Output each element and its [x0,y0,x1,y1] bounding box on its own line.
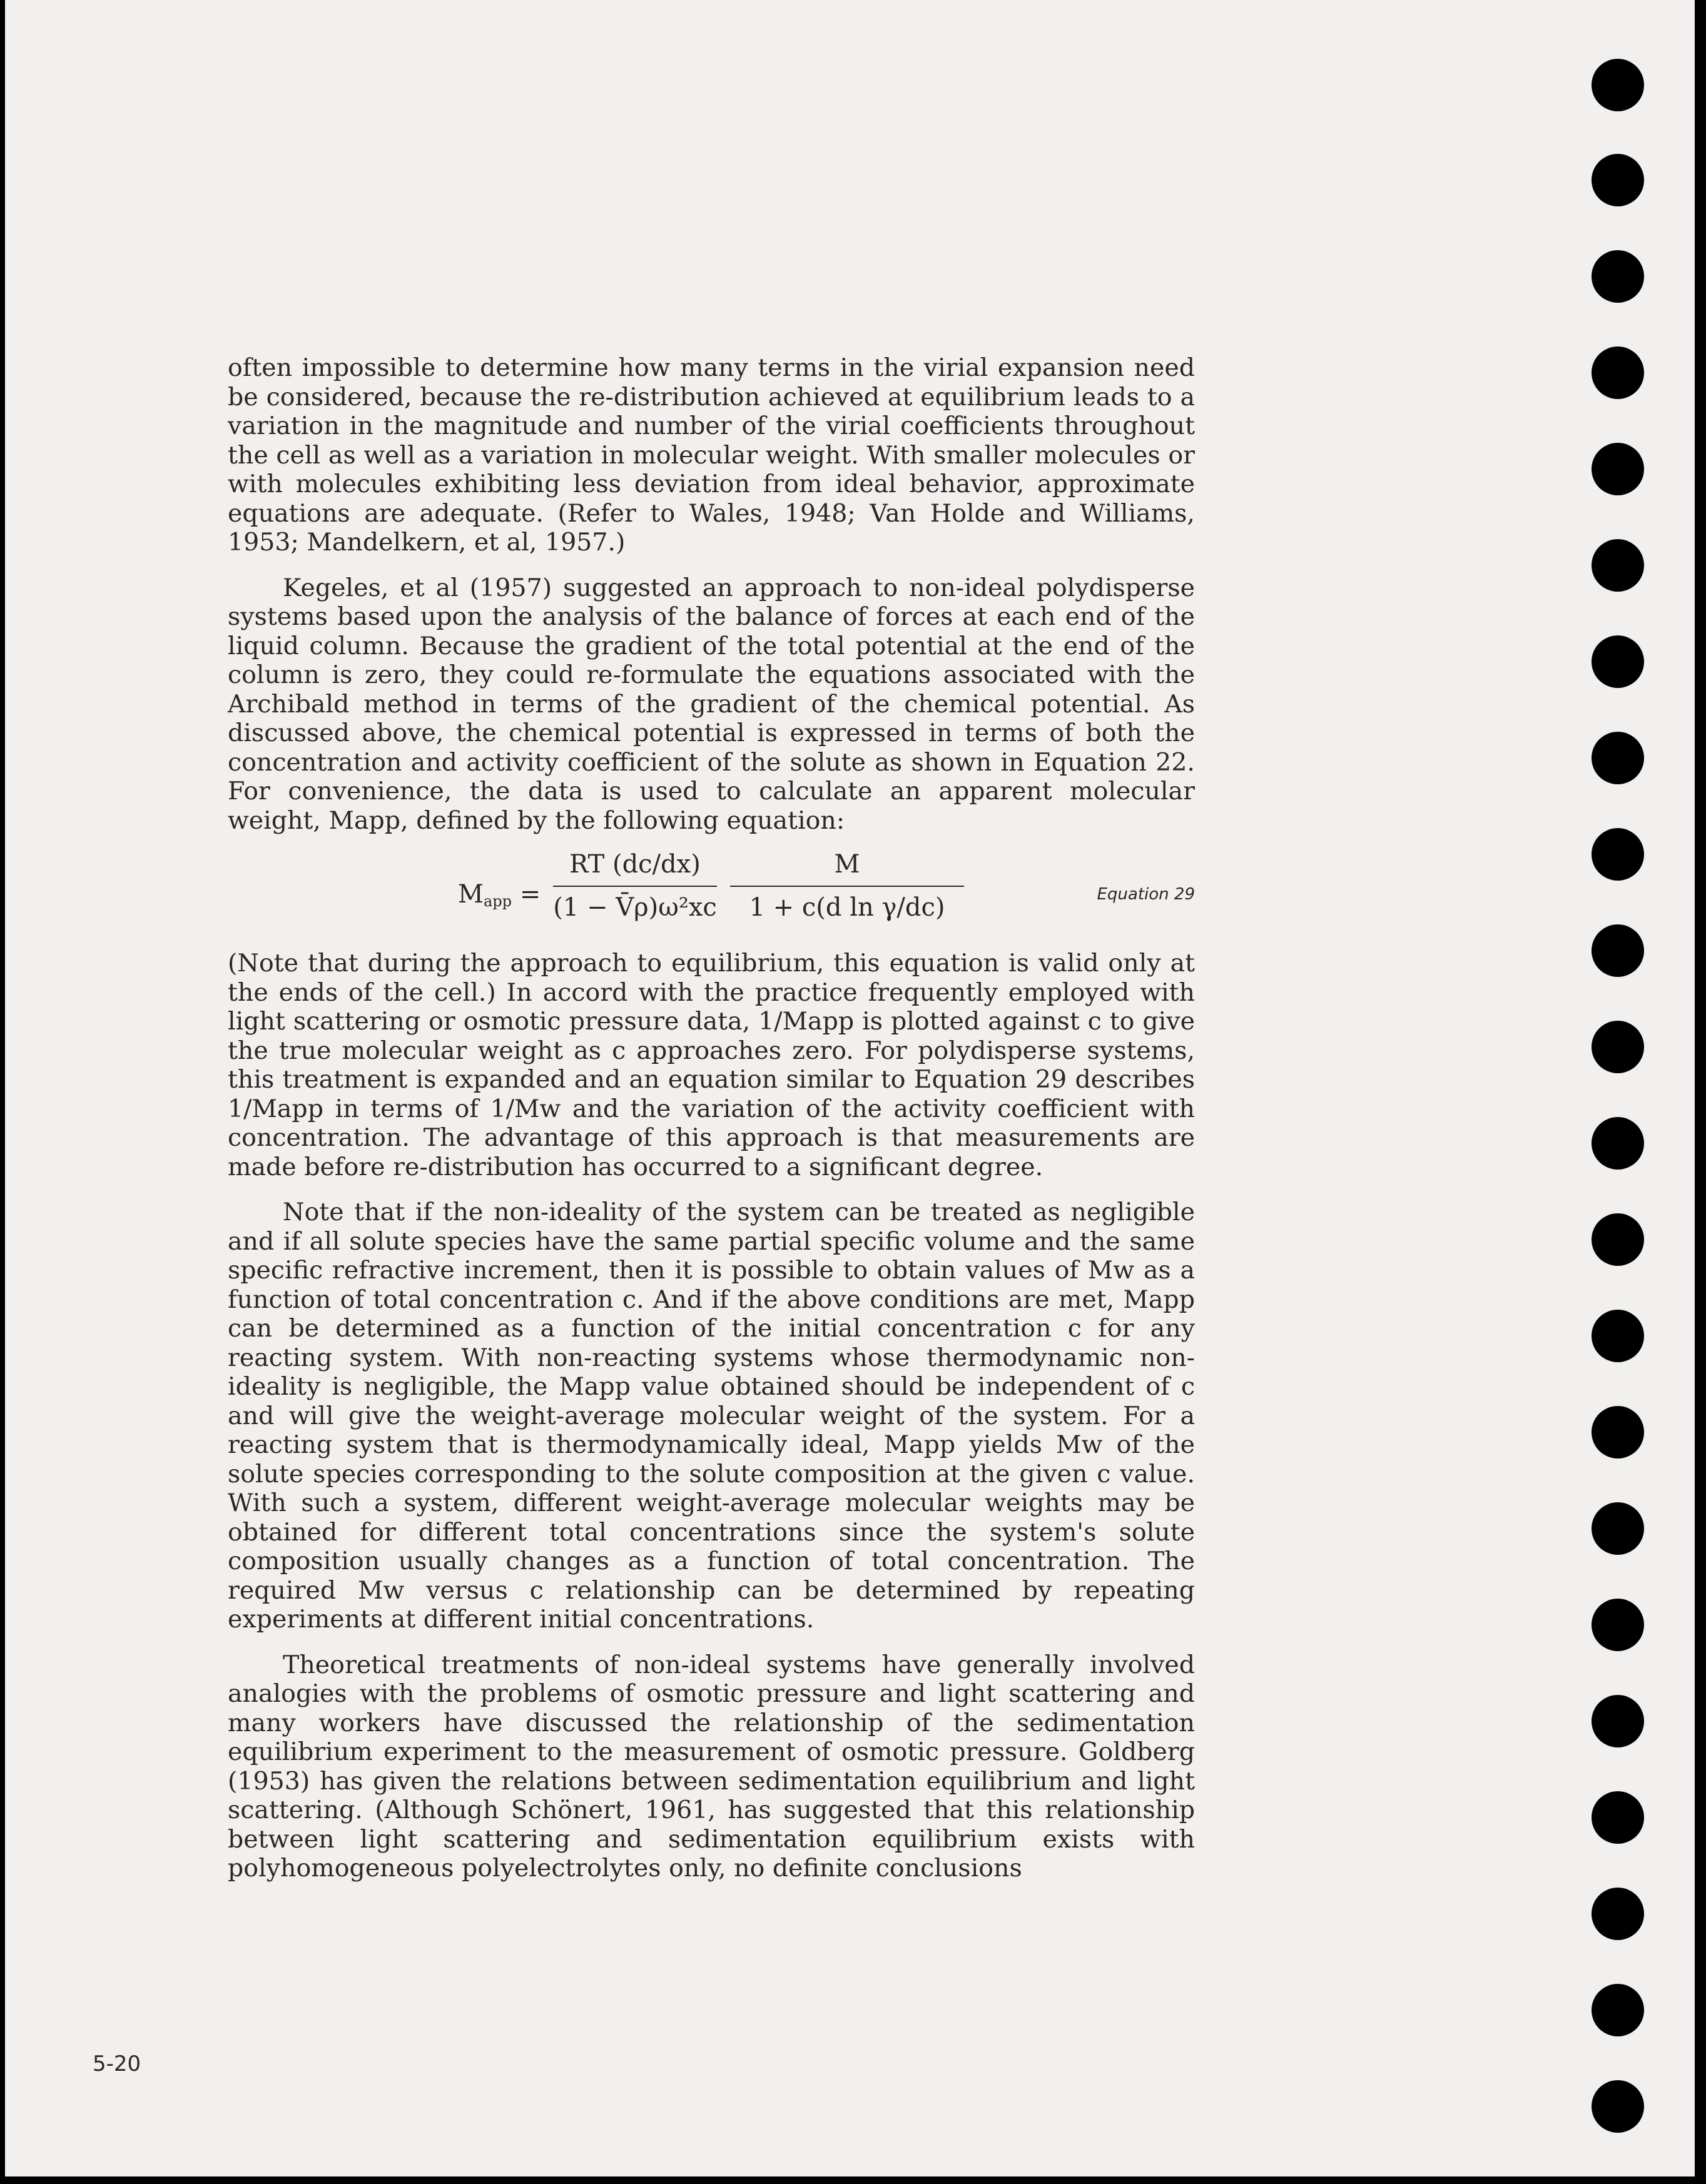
binder-hole [1592,539,1644,592]
equation-29 [228,847,1195,941]
paragraph-virial-expansion: often impossible to determine how many terms in the virial expansion need be considered, because the re-distribution achieved at equilibrium leads to a variation in the magnitude and number of the virial coefficients throughout the cell as well as a variation in molecular weight. With smaller molecules or with molecules exhibiting less deviation from ideal behavior, approximate equations are adequate. (Refer to Wales, 1948; Van Holde and Williams, 1953; Mandelkern, et al, 1957.) [228,353,1195,557]
binder-hole [1592,1984,1644,2036]
equation-lhs-symbol: M [458,880,484,909]
document-page [5,0,1695,2176]
binder-hole [1592,924,1644,977]
binder-hole [1592,828,1644,881]
binder-hole [1592,1502,1644,1555]
binder-hole [1592,59,1644,111]
binder-hole [1592,1406,1644,1459]
binder-hole [1592,250,1644,303]
binder-hole [1592,1888,1644,1940]
fraction-1-denominator: (1 − V̄ρ)ω²xc [553,892,717,922]
binder-hole [1592,443,1644,495]
binder-hole [1592,1213,1644,1266]
binder-hole [1592,154,1644,206]
binder-hole [1592,1791,1644,1844]
binder-holes [1592,59,1647,2123]
equation-equals: = [519,880,541,909]
body-text [228,353,1195,1883]
fraction-2-numerator: M [730,847,964,887]
paragraph-kegeles: Kegeles, et al (1957) suggested an approach to non-ideal polydisperse systems based upon the analysis of the balance of forces at each end of the liquid column. Because the gradient of the total potential at the end of the column is zero, they could re-formulate the equations associated with the Archibald method in terms of the gradient of the chemical potential. As discussed above, the chemical potential is expressed in terms of both the concentration and activity coefficient of the solute as shown in Equation 22. For convenience, the data is used to calculate an apparent molecular weight, Mapp, defined by the following equation: [228,573,1195,835]
binder-hole [1592,1599,1644,1651]
binder-hole [1592,1117,1644,1170]
fraction-2-denominator: 1 + c(d ln γ/dc) [749,892,945,922]
page-number: 5-20 [93,2051,141,2076]
binder-hole [1592,2080,1644,2133]
equation-fraction-2 [730,847,964,922]
paragraph-non-ideality: Note that if the non-ideality of the system can be treated as negligible and if all solute species have the same partial specific volume and the same specific refractive increment, then it is possible to obtain values of Mw as a function of total concentration c. And if the above conditions are met, Mapp can be determined as a function of the initial concentration c for any reacting system. With non-reacting systems whose thermodynamic non-ideality is negligible, the Mapp value obtained should be independent of c and will give the weight-average molecular weight of the system. For a reacting system that is thermodynamically ideal, Mapp yields Mw of the solute species corresponding to the solute composition at the given c value. With such a system, different weight-average molecular weights may be obtained for different total concentrations since the system's solute composition usually changes as a function of total concentration. The required Mw versus c relationship can be determined by repeating experiments at different initial concentrations. [228,1198,1195,1634]
binder-hole [1592,732,1644,784]
equation-fraction-1 [553,847,717,922]
binder-hole [1592,1695,1644,1747]
equation-label: Equation 29 [1097,885,1195,904]
equation-lhs-subscript: app [483,892,512,910]
binder-hole [1592,635,1644,688]
fraction-1-numerator: RT (dc/dx) [553,847,717,887]
binder-hole [1592,346,1644,399]
paragraph-approach-note: (Note that during the approach to equilibrium, this equation is valid only at the ends of the cell.) In accord with the practice frequently employed with light scattering or osmotic pressure data, 1/Mapp is plotted against c to give the true molecular weight as c approaches zero. For polydisperse systems, this treatment is expanded and an equation similar to Equation 29 describes 1/Mapp in terms of 1/Mw and the variation of the activity coefficient with concentration. The advantage of this approach is that measurements are made before re-distribution has occurred to a significant degree. [228,949,1195,1181]
equation-lhs [458,880,541,916]
binder-hole [1592,1021,1644,1073]
binder-hole [1592,1310,1644,1362]
paragraph-theoretical-treatments: Theoretical treatments of non-ideal systems have generally involved analogies with the problems of osmotic pressure and light scattering and many workers have discussed the relationship of the sedimentation equilibrium experiment to the measurement of osmotic pressure. Goldberg (1953) has given the relations between sedimentation equilibrium and light scattering. (Although Schönert, 1961, has suggested that this relationship between light scattering and sedimentation equilibrium exists with polyhomogeneous polyelectrolytes only, no definite conclusions [228,1650,1195,1883]
